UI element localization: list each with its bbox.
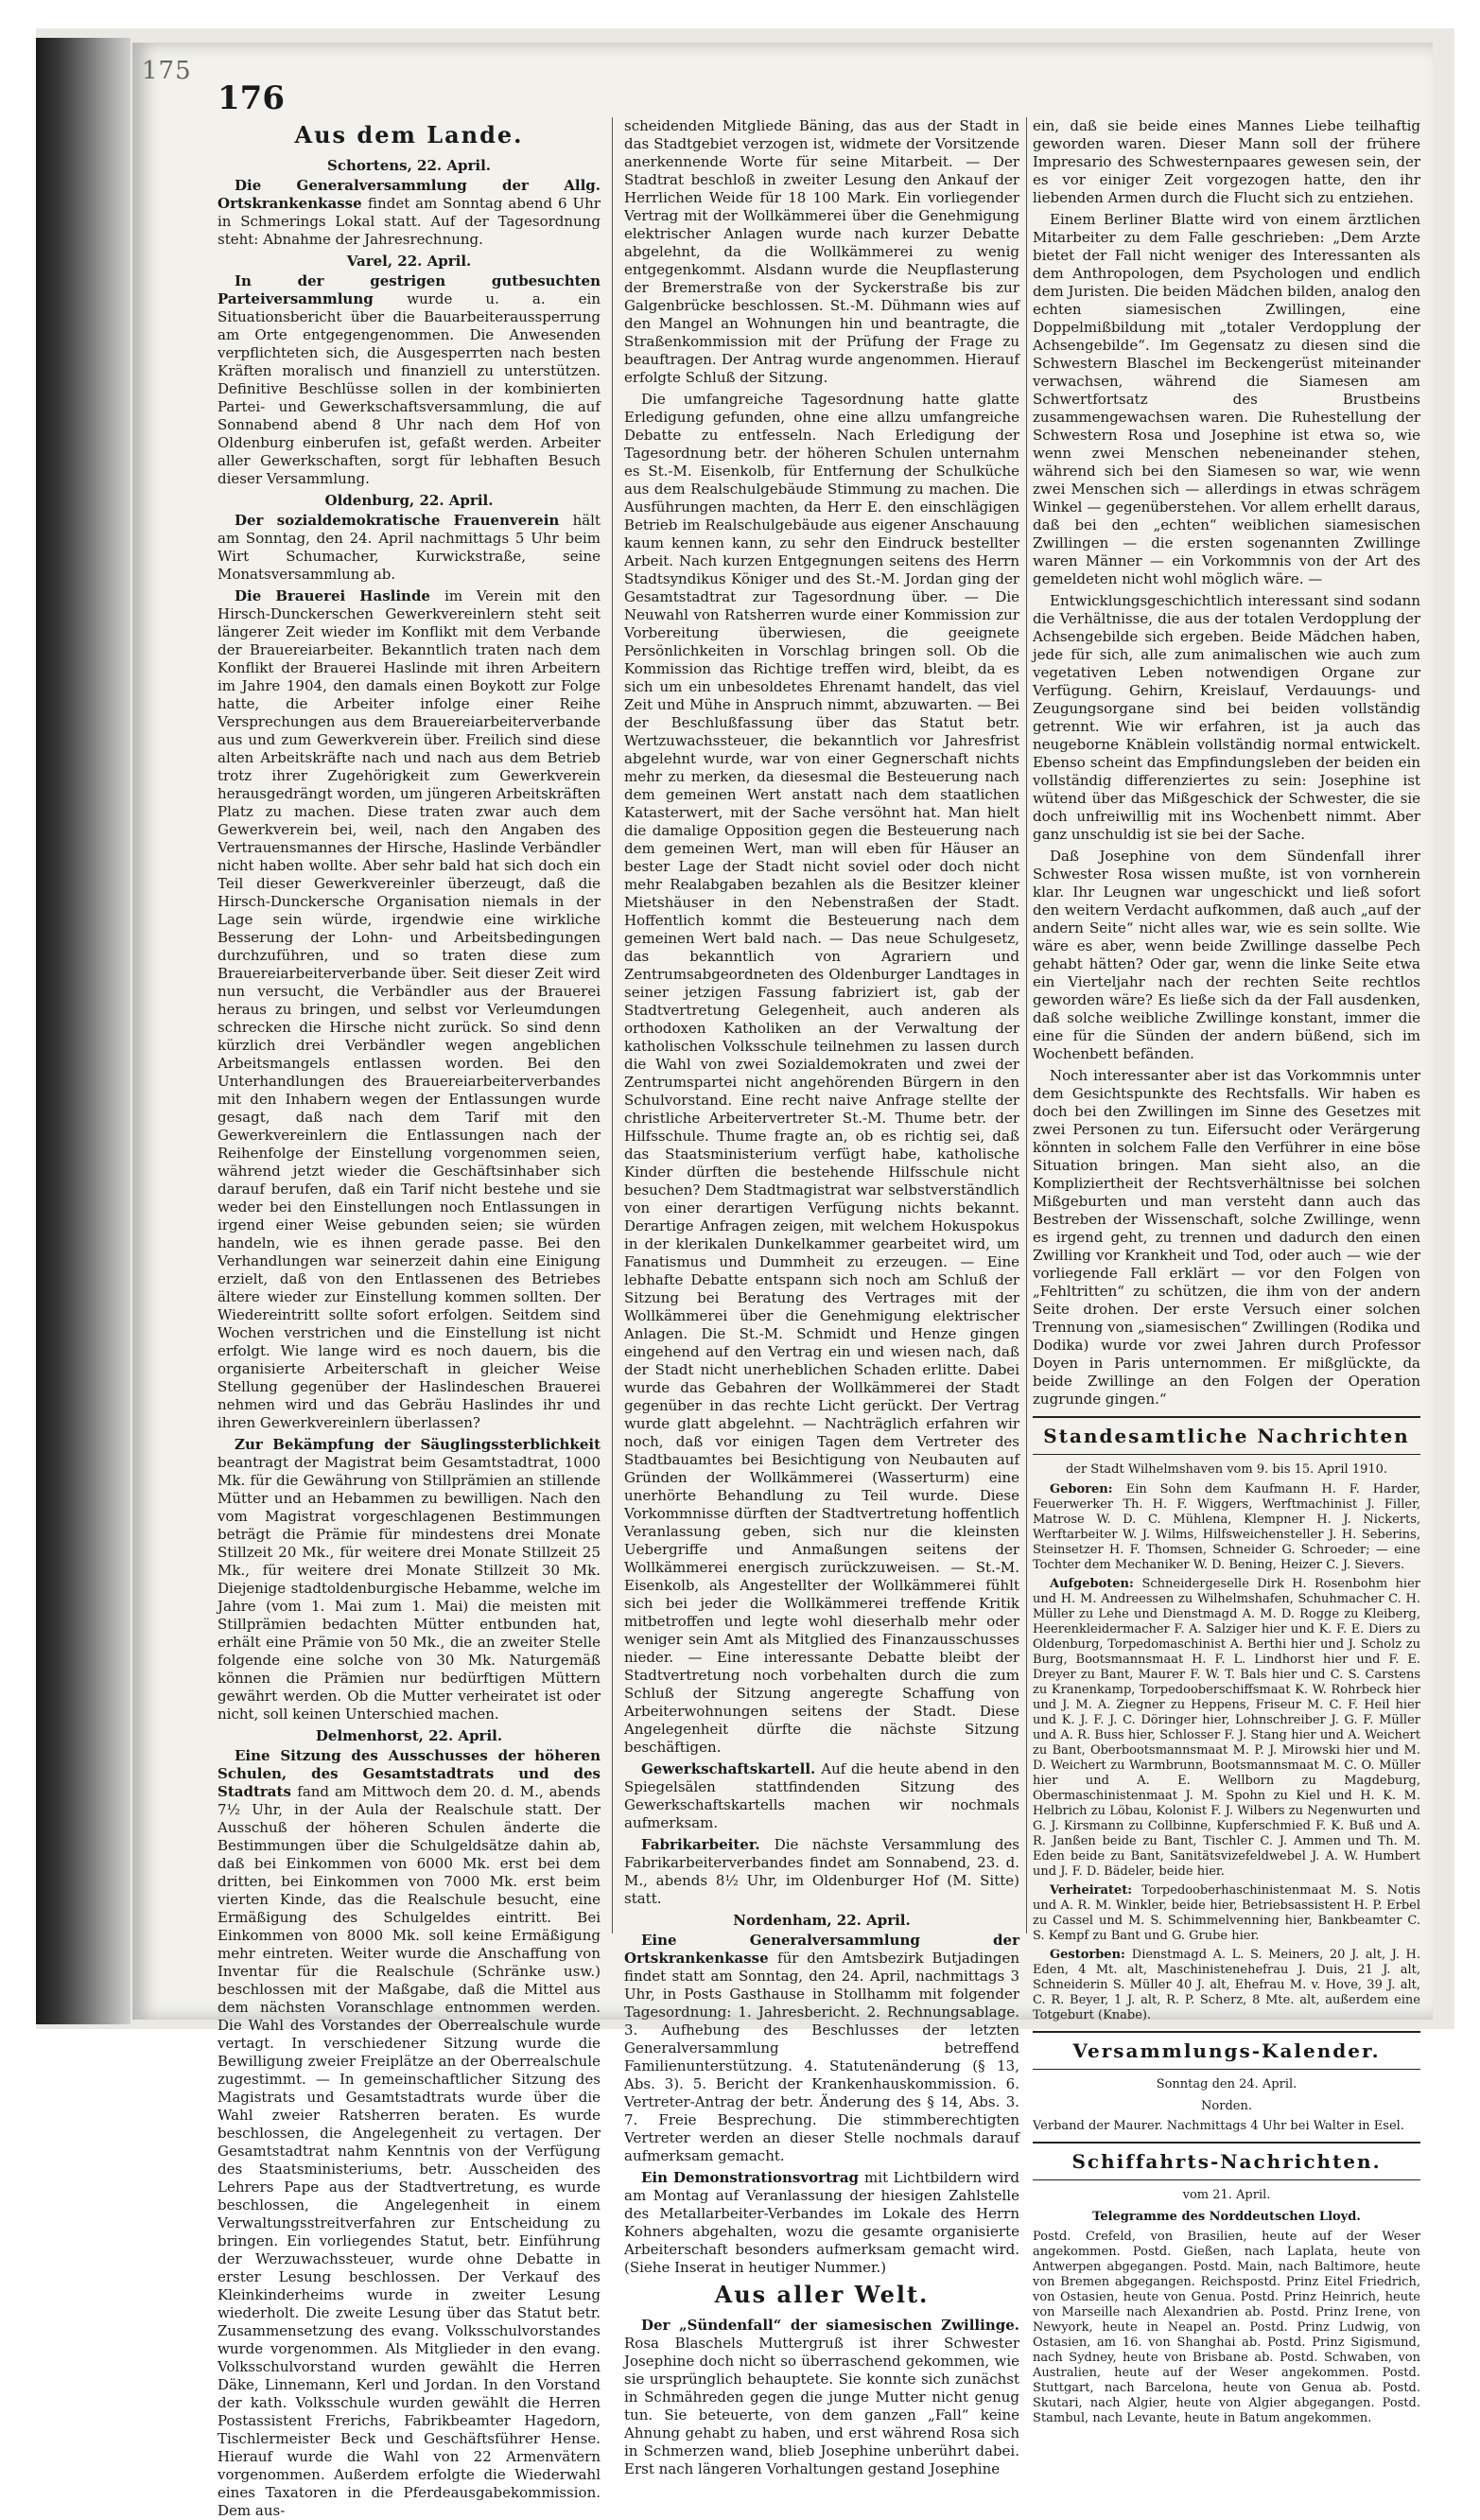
section-title: Aus aller Welt. — [714, 2281, 930, 2308]
column-1-content — [218, 157, 601, 2520]
column-rule-2 — [1026, 117, 1027, 1934]
article-paragraph — [1033, 1948, 1420, 2023]
column-2-content — [624, 117, 1019, 2478]
book-binding — [36, 38, 131, 2024]
article-paragraph — [218, 1747, 601, 2520]
article-paragraph — [218, 177, 601, 249]
page-number: 176 — [218, 79, 285, 117]
article-text: im Verein mit den Hirsch-Dunckerschen Gewerkvereinlern steht seit längerer Zeit wieder im Konflikt mit dem Verbande der Brauereiarbeiter. Bekanntlich traten nach dem Konflikt der Brauerei Haslinde mit ihren Arbeitern im Jahre 1904, den damals einen Boykott zur Folge hatte, die Arbeiter infolge einer Reihe Versprechungen aus dem Brauereiarbeiterverbande aus und zum Gewerkverein über. Freilich sind diese alten Arbeitskräfte nach und nach aus dem Betrieb trotz ihrer Zugehörigkeit zum Gewerkverein herausgedrängt worden, um jüngeren Arbeitskräften Platz zu machen. Diese traten zwar auch dem Gewerkverein bei, weil, nach den Angaben des Vertrauensmannes der Hirsche, Haslinde Verbändler nicht haben wollte. Aber sehr bald hat sich doch ein Teil dieser Gewerkvereinler überzeugt, daß die Hirsch-Dunckersche Organisation niemals in der Lage sein würde, irgendwie eine wirkliche Besserung der Lohn- und Arbeitsbedingungen durchzuführen, und so traten diese zum Brauereiarbeiterverbande über. Seit dieser Zeit wird nun versucht, die Verbändler aus der Brauerei heraus zu bringen, und selbst vor Verleumdungen schrecken die Hirsche nicht zurück. So sind denn kürzlich drei Verbändler wegen angeblichen Arbeitsmangels entlassen worden. Bei den Unterhandlungen des Brauereiarbeiterverbandes mit den Inhabern wegen der Entlassungen wurde gesagt, daß nach dem Tarif mit den Gewerkvereinlern die Entlassungen nach der Reihenfolge der Einstellung vorgenommen seien, während jetzt wieder die Geschäftsinhaber sich darauf berufen, daß ein Tarif nicht bestehe und sie weder bei den Einstellungen noch Entlassungen in irgend einer Weise gebunden seien; sie würden handeln, wie es ihnen gerade passe. Bei den Verhandlungen war seinerzeit dahin eine Einigung erzielt, daß von den Entlassenen des Betriebes ältere wieder zur Einstellung kommen sollten. Der Wiedereintritt sollte sofort erfolgen. Seitdem sind Wochen verstrichen und die Einstellung ist nicht erfolgt. Wie lange wird es noch dauern, bis die organisierte Arbeiterschaft in gleicher Weise Stellung gegenüber der Haslindeschen Brauerei nehmen wird und das Gebräu Haslindes ihr und ihren Gewerkvereinlern überlassen? — [218, 587, 601, 1431]
section-title-aus-dem-lande: Aus dem Lande. — [294, 121, 524, 149]
article-text: Postd. Crefeld, von Brasilien, heute auf der Weser angekommen. Postd. Gießen, nach Laplata, heute von Antwerpen abgegangen. Postd. Main, nach Baltimore, heute von Bremen abgegangen. Reichspostd. Prinz Eitel Friedrich, von Ostasien, heute von Genua. Postd. Prinz Heinrich, heute von Marseille nach Alexandrien ab. Postd. Prinz Irene, von Newyork, heute in Neapel an. Postd. Prinz Ludwig, von Ostasien, am 16. von Shanghai ab. Postd. Prinz Sigismund, nach Sydney, heute von Brisbane ab. Postd. Schwaben, von Australien, heute auf der Weser angekommen. Postd. Stuttgart, nach Barcelona, heute von Genua ab. Postd. Skutari, nach Algier, heute von Algier abgegangen. Postd. Stambul, nach Levante, heute in Batum angekommen. — [1033, 2230, 1420, 2425]
article-text: Daß Josephine von dem Sündenfall ihrer Schwester Rosa wissen mußte, ist von vornherein klar. Ihr Leugnen war ungeschickt und ließ sofort den weitern Verdacht aufkommen, daß auch „auf der andern Seite“ nicht alles war, wie es sein sollte. Wie wäre es aber, wenn beide Zwillinge dasselbe Pech gehabt hätten? Oder gar, wenn die linke Seite etwa ein Vierteljahr nach der rechten Seite rechtlos geworden wäre? Es ließe sich da der Fall ausdenken, daß solche weibliche Zwillinge konstant, immer die eine für die Sünden der andern büßend, sich im Wochenbett befänden. — [1033, 848, 1420, 1062]
article-paragraph — [624, 117, 1019, 387]
column-1 — [218, 117, 601, 2519]
article-lead: Verheiratet: — [1050, 1883, 1142, 1898]
article-text: Noch interessanter aber ist das Vorkommnis unter dem Gesichtspunkte des Rechtsfalls. Wir haben es doch bei den Zwillingen im Sinne des Gesetzes mit zwei Personen zu tun. Eifersucht oder Verärgerung könnten in solchem Falle den Verführer in eine böse Situation bringen. Man sieht also, an die Kompliziertheit der Rechtsverhältnisse bei solchen Mißgeburten und man versteht dann auch das Bestreben der Wissenschaft, solche Zwillinge, wenn es irgend geht, zu trennen und dadurch den einen Zwilling vor Krankheit und Tod, oder auch — wie der vorliegende Fall erklärt — vor den Folgen von „Fehltritten“ zu schützen, die ihm von der andern Seite drohen. Der erste Versuch einer solchen Trennung von „siamesischen“ Zwillingen (Rodika und Dodika) wurde vor zwei Jahren durch Professor Doyen in Paris unternommen. Er mißglückte, da beide Zwillinge an den Folgen der Operation zugrunde gingen.“ — [1033, 1067, 1420, 1408]
article-lead: Eine Generalversammlung der Ortskrankenkasse — [624, 1932, 1019, 1967]
article-text: findet am Sonntag abend 6 Uhr in Schmerings Lokal statt. Auf der Tagesordnung steht: Abnahme der Jahresrechnung. — [218, 195, 601, 248]
article-paragraph — [1033, 1577, 1420, 1880]
article-text: Verband der Maurer. Nachmittags 4 Uhr bei Walter in Esel. — [1033, 2119, 1404, 2133]
article-paragraph — [1033, 592, 1420, 844]
article-text: beantragt der Magistrat beim Gesamtstadtrat, 1000 Mk. für die Gewährung von Stillprämien an stillende Mütter und an Hebammen zu bewilligen. Nach den vom Magistrat vorgeschlagenen Bestimmungen beträgt die Prämie für mindestens drei Monate Stillzeit 20 Mk., für weitere drei Monate Stillzeit 25 Mk., für weitere drei Monate Stillzeit 30 Mk. Diejenige stadtoldenburgische Hebamme, welche im Jahre (vom 1. Mai zum 1. Mai) die meisten mit Stillprämien bedachten Mütter entbunden hat, erhält eine Prämie von 50 Mk., die an zweiter Stelle folgende eine solche von 30 Mk. Naturgemäß können die Prämien nur bedürftigen Müttern gewährt werden. Ob die Mutter verheiratet ist oder nicht, soll keinen Unterschied machen. — [218, 1454, 601, 1723]
article-paragraph — [1033, 2119, 1420, 2134]
article-lead: Zur Bekämpfung der Säuglingssterblichkeit — [235, 1436, 601, 1453]
article-text: Einem Berliner Blatte wird von einem ärztlichen Mitarbeiter zu dem Falle geschrieben: „Dem Arzte bietet der Fall nicht weniger des Interessanten als dem Anthropologen, dem Psychologen und endlich dem Juristen. Die beiden Mädchen bilden, analog den echten siamesischen Zwillingen, eine Doppelmißbildung mit „totaler Verdopplung der Achsengebilde“. Im Gegensatz zu diesen sind die Schwestern Blaschel im Beckengerüst miteinander verwachsen, während die Siamesen am Schwertfortsatz des Brustbeins zusammengewachsen waren. Die Ruhestellung der Schwestern Rosa und Josephine ist etwa so, wie wenn zwei Menschen nebeneinander stehen, während sich bei den Siamesen so war, wie wenn zwei Menschen sich — allerdings in etwas schrägem Winkel — gegenüberstehen. Vor allem erhellt daraus, daß bei den „echten“ weiblichen siamesischen Zwillingen — die ersten sogenannten Zwillinge waren Männer — ein Vorkommnis von der Art des gemeldeten nicht wohl möglich wäre. — — [1033, 211, 1420, 587]
article-paragraph — [1033, 1067, 1420, 1409]
section-title: Versammlungs-Kalender. — [1033, 2031, 1420, 2070]
article-text: Entwicklungsgeschichtlich interessant sind sodann die Verhältnisse, die aus der totalen Verdopplung der Achsengebilde sich ergeben. Beide Mädchen haben, jede für sich, alle zum animalischen wie auch zum vegetativen Leben notwendigen Organe zur Verfügung. Gehirn, Kreislauf, Verdauungs- und Zeugungsorgane sind bei beiden vollständig getrennt. Wie wir erfahren, ist ja auch das neugeborne Knäblein vollständig normal entwickelt. Ebenso scheint das Empfindungsleben der beiden ein vollständig differenziertes zu sein: Josephine ist wütend über das Mißgeschick der Schwester, die sie doch unfreiwillig mit ins Wochenbett nimmt. Aber ganz unschuldig ist sie bei der Sache. — [1033, 592, 1420, 843]
article-text: Ein Sohn dem Kaufmann H. F. Harder, Feuerwerker Th. H. F. Wiggers, Werftmachinist J. Filler, Matrose W. D. C. Mühlena, Klempner H. J. Nickerts, Werftarbeiter W. J. Wilms, Hilfsweichensteller J. H. Seberins, Steinsetzer H. F. Thomsen, Schneider G. Schroeder; — eine Tochter dem Mechaniker W. D. Bening, Heizer C. J. Sievers. — [1033, 1482, 1420, 1572]
article-paragraph — [1033, 1883, 1420, 1944]
article-paragraph — [624, 2169, 1019, 2277]
section-subtitle: vom 21. April. — [1182, 2188, 1271, 2202]
column-rule-1 — [612, 117, 613, 1934]
article-paragraph — [1033, 2230, 1420, 2426]
article-lead: Die Brauerei Haslinde — [235, 587, 445, 604]
dateline: Oldenburg, 22. April. — [324, 492, 494, 509]
column-2 — [624, 117, 1020, 2477]
article-lead: Der „Sündenfall“ der siamesischen Zwillinge. — [641, 2317, 1019, 2334]
article-text: ein, daß sie beide eines Mannes Liebe teilhaftig geworden waren. Dieser Mann soll der frühere Impresario des Schwesternpaares gewesen sein, der es vor einiger Zeit vorgezogen hatte, den ihr liebenden Armen durch die Flucht sich zu entziehen. — [1033, 117, 1420, 206]
section-subtitle: Telegramme des Norddeutschen Lloyd. — [1092, 2210, 1361, 2224]
article-paragraph — [218, 272, 601, 488]
column-3 — [1033, 117, 1420, 2425]
article-text: wurde u. a. ein Situationsbericht über die Bauarbeiteraussperrung am Orte entgegengenommen. Die Anwesenden verpflichteten sich, die Ausgesperrten nach besten Kräften moralisch und finanziell zu unterstützen. Definitive Beschlüsse sollen in der kombinierten Partei- und Gewerkschaftsversammlung, die auf Sonnabend abend 8 Uhr nach dem Hof von Oldenburg einberufen ist, gefaßt werden. Arbeiter aller Gewerkschaften, sorgt für lebhaften Besuch dieser Versammlung. — [218, 290, 601, 487]
article-text: Die umfangreiche Tagesordnung hatte glatte Erledigung gefunden, ohne eine allzu umfangreiche Debatte zu entfesseln. Nach Erledigung der Tagesordnung betr. der höheren Schulen unternahm es St.-M. Eisenkolb, für Entfernung der Schulküche aus dem Realschulgebäude Stimmung zu machen. Die Ausführungen machten, da Herr E. den einschlägigen Betrieb im Realschulgebäude aus eigener Anschauung kaum kennen kann, zu sehr den Eindruck bestellter Arbeit. Nach kurzen Entgegnungen seitens des Herrn Stadtsyndikus Königer und des St.-M. Jordan ging der Gesamtstadtrat zur Tagesordnung über. — Die Neuwahl von Ratsherren wurde einer Kommission zur Vorbereitung überwiesen, die geeignete Persönlichkeiten in Vorschlag bringen soll. Ob die Kommission das Richtige treffen wird, bleibt, da es sich um ein unbesoldetes Ehrenamt handelt, das viel Zeit und Mühe in Anspruch nimmt, abzuwarten. — Bei der Beschlußfassung über das Statut betr. Wertzuwachssteuer, die bekanntlich vor Jahresfrist abgelehnt wurde, war von einer Gegnerschaft nichts mehr zu merken, da diesesmal die Besteuerung nach dem gemeinen Wert anstatt nach dem staatlichen Katasterwert, mit der Sache versöhnt hat. Man hielt die damalige Opposition gegen die Besteuerung nach dem gemeinen Wert, man will eben für Häuser an bester Lage der Stadt nicht soviel oder doch nicht mehr Realabgaben bezahlen als die Besitzer kleiner Mietshäuser in den Nebenstraßen der Stadt. Hoffentlich kommt die Besteuerung nach dem gemeinen Wert bald nach. — Das neue Schulgesetz, das bekanntlich von Agrariern und Zentrumsabgeordneten des Oldenburger Landtages in seiner jetzigen Fassung fabriziert ist, gab der Stadtvertretung Gelegenheit, auch anderen als orthodoxen Katholiken an der Verwaltung der katholischen Volksschule teilnehmen zu lassen durch die Wahl von zwei Sozialdemokraten und zwei der Zentrumspartei nicht angehörenden Bürgern in den Schulvorstand. Eine recht naive Anfrage stellte der christliche Arbeitervertreter St.-M. Thume betr. der Hilfsschule. Thume fragte an, ob es richtig sei, daß das Staatsministerium verfügt habe, katholische Kinder dürften die bestehende Hilfsschule nicht besuchen? Dem Stadtmagistrat war selbstverständlich von einer derartigen Verfügung nichts bekannt. Derartige Anfragen zeigen, mit welchem Hokuspokus in der klerikalen Dunkelkammer gearbeitet wird, um Fanatismus und Dummheit zu erzeugen. — Eine lebhafte Debatte entspann sich noch am Schluß der Sitzung bei Beratung des Vertrages mit der Wollkämmerei über die Genehmigung elektrischer Anlagen. Die St.-M. Schmidt und Henze gingen eingehend auf den Vertrag ein und wiesen nach, daß der Stadt nicht unerheblichen Schaden erlitte. Dabei wurde das Gebahren der Wollkämmerei der Stadt gegenüber in das rechte Licht gerückt. Der Vertrag wurde glatt abgelehnt. — Nachträglich erfahren wir noch, daß vor einigen Tagen dem Vertreter des Stadtbauamtes bei Besichtigung von Neubauten auf Gründen der Wollkämmerei (Wasserturm) eine unerhörte Behandlung zu Teil wurde. Diese Vorkommnisse dürften der Stadtvertretung hoffentlich Veranlassung geben, sich nur die kleinsten Uebergriffe und Anmaßungen seitens der Wollkämmerei energisch zurückzuweisen. — St.-M. Eisenkolb, als Angestellter der Wollkämmerei fühlt sich bei jeder die Wollkämmerei treffende Kritik mitbetroffen und legte wohl dieserhalb mehr oder weniger sein Amt als Mitglied des Finanzausschusses nieder. — Eine interessante Debatte bleibt der Stadtvertretung noch vorbehalten durch die zum Schluß der Sitzung angeregte Schaffung von Arbeiterwohnungen seitens der Stadt. Diese Angelegenheit dürfte die nächste Sitzung beschäftigen. — [624, 391, 1019, 1756]
article-paragraph — [1033, 1482, 1420, 1573]
column-3-content — [1033, 117, 1420, 2426]
corner-page-number: 175 — [142, 57, 192, 85]
article-text: Torpedooberhaschinistenmaat M. S. Notis und A. R. M. Winkler, beide hier, Betriebsassistent H. P. Erbel zu Cassel und M. S. Schimmelvenning hier, Bankbeamter C. S. Kempf zu Bant und G. Grube hier. — [1033, 1883, 1420, 1943]
article-text: Schneidergeselle Dirk H. Rosenbohm hier und H. M. Andreessen zu Wilhelmshafen, Schuhmacher C. H. Müller zu Lehe und Dienstmagd A. M. D. Rogge zu Kleiberg, Heerenkleidermacher F. A. Salziger hier und K. F. E. Diers zu Oldenburg, Torpedomaschinist A. Berthi hier und J. Scholz zu Burg, Bootsmannsmaat H. F. L. Lindhorst hier und F. E. Dreyer zu Bant, Maurer F. W. T. Bals hier und C. S. Carstens zu Kranenkamp, Torpedooberschiffsmaat K. W. Rohrbeck hier und J. M. A. Ziegner zu Heppens, Friseur M. C. F. Heil hier und K. J. F. J. C. Döringer hier, Lohnschreiber J. G. F. Müller und A. R. Buss hier, Schlosser F. J. Stang hier und A. Weichert zu Bant, Oberbootsmannsmaat M. P. J. Mirowski hier und M. D. Weichert zu Warmbrunn, Bootsmannsmaat M. C. O. Müller hier und A. E. Wellborn zu Magdeburg, Obermaschinistenmaat J. M. Spohn zu Kiel und H. K. M. Helbrich zu Löbau, Kolonist F. J. Wilbers zu Negenwurten und G. J. Kirsmann zu Collbinne, Kupferschmied F. K. Buß und A. R. Janßen beide zu Bant, Tischler C. J. Ammen und Th. M. Eden beide zu Bant, Sanitätsvizefeldwebel J. A. W. Humbert und J. F. D. Bädeler, beide hier. — [1033, 1577, 1420, 1879]
article-text: scheidenden Mitgliede Bäning, das aus der Stadt in das Stadtgebiet verzogen ist, widmete der Vorsitzende anerkennende Worte für seine Mitarbeit. — Der Stadtrat beschloß in zweiter Lesung den Ankauf der Herrlichen Weide für 18 100 Mark. Ein vorliegender Vertrag mit der Wollkämmerei über die Genehmigung elektrischer Anlagen wurde nach kurzer Debatte abgelehnt, da die Wollkämmerei zu wenig entgegenkommt. Alsdann wurde die Neupflasterung der Bremerstraße von der Syckerstraße bis zur Galgenbrücke beschlossen. St.-M. Dühmann wies auf den Mangel an Wohnungen hin und beantragte, die Straßenkommission mit der Prüfung der Frage zu beauftragen. Der Antrag wurde angenommen. Hierauf erfolgte Schluß der Sitzung. — [624, 117, 1019, 386]
article-paragraph — [1033, 117, 1420, 207]
dateline: Varel, 22. April. — [346, 253, 472, 270]
article-lead: Die Generalversammlung der Allg. Ortskrankenkasse — [218, 177, 601, 212]
article-paragraph — [624, 1760, 1019, 1832]
article-lead: Ein Demonstrationsvortrag — [641, 2169, 865, 2186]
article-paragraph — [218, 587, 601, 1432]
article-text: Auf die heute abend in den Spiegelsälen stattfindenden Sitzung des Gewerkschaftskartells machen wir nochmals aufmerksam. — [624, 1760, 1019, 1831]
section-title: Standesamtliche Nachrichten — [1033, 1416, 1420, 1455]
dateline: Delmenhorst, 22. April. — [315, 1727, 503, 1744]
article-paragraph — [624, 2317, 1019, 2478]
article-paragraph — [624, 1932, 1019, 2165]
section-subtitle: Sonntag den 24. April. — [1156, 2077, 1297, 2091]
article-paragraph — [624, 391, 1019, 1757]
article-lead: In der gestrigen gutbesuchten Parteiversammlung — [218, 272, 601, 307]
section-title: Schiffahrts-Nachrichten. — [1033, 2142, 1420, 2180]
article-text: Rosa Blaschels Muttergruß ist ihrer Schwester Josephine doch nicht so überraschend gekommen, wie sie ursprünglich behauptete. Sie konnte sich zunächst in Schmähreden gegen die junge Mutter nicht genug tun. Sie beteuerte, von dem ganzen „Fall“ keine Ahnung gehabt zu haben, und erst während Rosa sich in Schmerzen wand, blieb Josephine unberührt dabei. Erst nach längeren Vorhaltungen gestand Josephine — [624, 2335, 1019, 2477]
dateline: Nordenham, 22. April. — [733, 1912, 911, 1929]
article-lead: Eine Sitzung des Ausschusses der höheren Schulen, des Gesamtstadtrats und des Stadtrats — [218, 1747, 601, 1800]
article-lead: Aufgeboten: — [1050, 1577, 1142, 1591]
article-text: hält am Sonntag, den 24. April nachmittags 5 Uhr beim Wirt Schumacher, Kurwickstraße, seine Monatsversammlung ab. — [218, 512, 601, 583]
article-text: Dienstmagd A. L. S. Meiners, 20 J. alt, J. H. Eden, 4 Mt. alt, Maschinistenehefrau J. Duis, 21 J. alt, Schneiderin S. Müller 40 J. alt, Ehefrau M. v. Hove, 39 J. alt, C. R. Beyer, 1 J. alt, R. P. Scherz, 8 Mte. alt, außerdem eine Totgeburt (Knabe). — [1033, 1948, 1420, 2022]
article-lead: Gestorben: — [1050, 1948, 1132, 1962]
section-subtitle: Norden. — [1201, 2099, 1252, 2113]
article-paragraph — [1033, 848, 1420, 1063]
article-text: mit Lichtbildern wird am Montag auf Veranlassung der hiesigen Zahlstelle des Metallarbeiter-Verbandes im Lokale des Herrn Kohners abgehalten, wozu die gesamte organisierte Arbeiterschaft besonders aufmerksam gemacht wird. (Siehe Inserat in heutiger Nummer.) — [624, 2169, 1019, 2276]
article-text: für den Amtsbezirk Butjadingen findet statt am Sonntag, den 24. April, nachmittags 3 Uhr, in Posts Gasthause in Stollhamm mit folgender Tagesordnung: 1. Jahresbericht. 2. Rechnungsablage. 3. Aufhebung des Beschlusses der letzten Generalversammlung betreffend Familienunterstützung. 4. Statutenänderung (§ 13, Abs. 3). 5. Bericht der Krankenhauskommission. 6. Vertreter-Antrag der betr. Änderung des § 14, Abs. 3. 7. Freie Besprechung. Die stimmberechtigten Vertreter werden an dieser Stelle nochmals darauf aufmerksam gemacht. — [624, 1950, 1019, 2164]
article-text: Die nächste Versammlung des Fabrikarbeiterverbandes findet am Sonnabend, 23. d. M., abends 8½ Uhr, im Oldenburger Hof (M. Sitte) statt. — [624, 1836, 1020, 1907]
dateline: Schortens, 22. April. — [326, 157, 491, 174]
article-paragraph — [1033, 211, 1420, 588]
section-subtitle: der Stadt Wilhelmshaven vom 9. bis 15. April 1910. — [1065, 1462, 1388, 1477]
article-paragraph — [218, 512, 601, 584]
article-paragraph — [218, 1436, 601, 1724]
article-lead: Gewerkschaftskartell. — [641, 1760, 822, 1777]
article-lead: Geboren: — [1050, 1482, 1126, 1496]
article-lead: Der sozialdemokratische Frauenverein — [235, 512, 573, 529]
article-paragraph — [624, 1836, 1019, 1908]
article-text: fand am Mittwoch dem 20. d. M., abends 7½ Uhr, in der Aula der Realschule statt. Der Ausschuß der höheren Schulen änderte die Bestimmungen über die Schulgeldsätze dahin ab, daß bei Einkommen von 6000 Mk. erst bei dem dritten, bei Einkommen von 7000 Mk. erst beim vierten Kinde, das die Realschule besucht, eine Ermäßigung des Schulgeldes eintritt. Bei Einkommen von 8000 Mk. soll keine Ermäßigung mehr eintreten. Weiter wurde die Anschaffung von Inventar für die Realschule (Schränke usw.) beschlossen mit der Maßgabe, daß die Mittel aus dem nächsten Voranschlage entnommen werden. Die Wahl des Vorstandes der Oberrealschule wurde vertagt. In verschiedener Sitzung wurde die Bewilligung zweier Freiplätze an der Oberrealschule zugestimmt. — In gemeinschaftlicher Sitzung des Magistrats und Gesamtstadtrats wurde über die Wahl zweier Ratsherren beraten. Es wurde beschlossen, die Angelegenheit zu vertagen. Der Gesamtstadtrat nahm Kenntnis von der Verfügung des Staatsministeriums, betr. Ausscheiden des Lehrers Pape aus der Stadtvertretung, es wurde beschlossen, die Angelegenheit in einem Verwaltungsstreitverfahren zur Entscheidung zu bringen. Ein vorliegendes Statut, betr. Einführung der Werzuwachssteuer, wurde ohne Debatte in erster Lesung beschlossen. Der Verkauf des Kleinkinderheims wurde in zweiter Lesung wiederholt. Die zweite Lesung über das Statut betr. Zusammensetzung des evang. Volksschulvorstandes wurde vorgenommen. Als Mitglieder in den evang. Volksschulvorstand wurden gewählt die Herren Däke, Linnemann, Kerl und Jordan. In den Vorstand der kath. Volksschule wurden gewählt die Herren Postassistent Frerichs, Fabrikbeamter Hagedorn, Tischlermeister Beck und Geschäftsführer Hense. Hierauf wurde die Wahl von 22 Armenvätern vorgenommen. Außerdem erfolgte die Wiederwahl eines Taxatoren in die Pferdeausgabekommission. Dem aus- — [218, 1783, 601, 2519]
article-lead: Fabrikarbeiter. — [641, 1836, 775, 1853]
